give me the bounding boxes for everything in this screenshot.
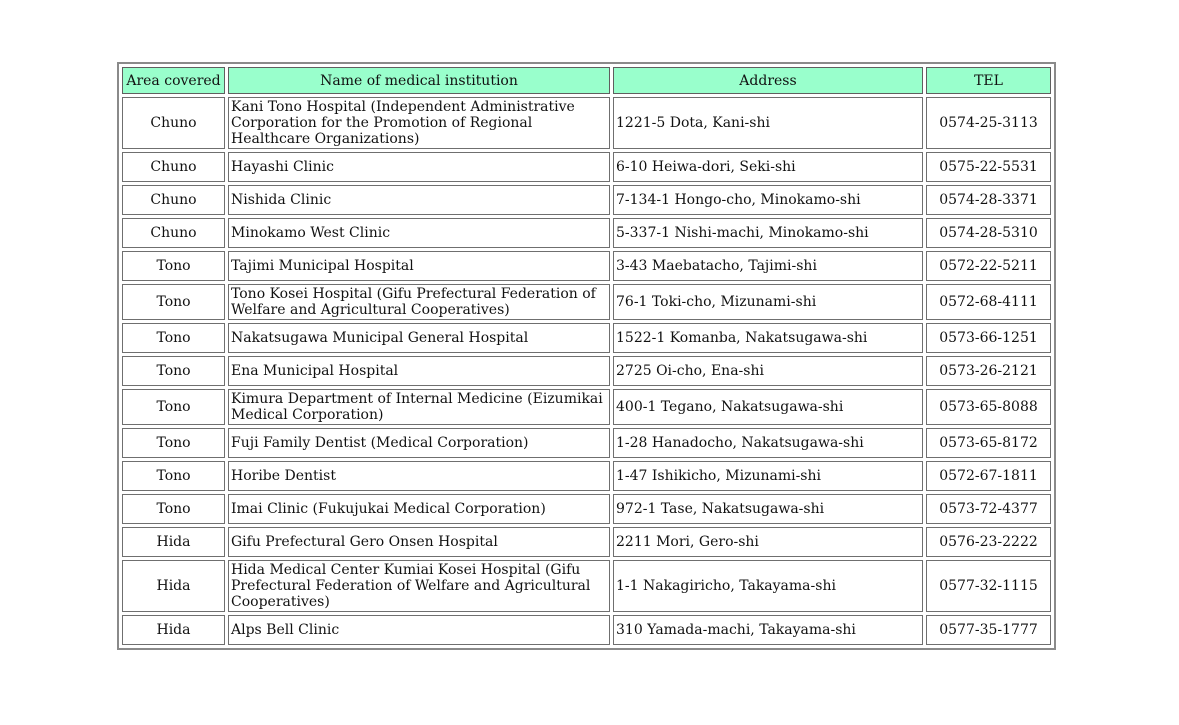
cell-area: Chuno: [122, 97, 225, 149]
table-row: [122, 323, 1051, 353]
table-row: [122, 560, 1051, 612]
table-row: [122, 185, 1051, 215]
table-row: [122, 389, 1051, 425]
table-row: [122, 428, 1051, 458]
medical-institutions-table: [117, 62, 1056, 650]
cell-area: Tono: [122, 494, 225, 524]
cell-tel: 0574-28-3371: [926, 185, 1051, 215]
cell-tel: 0572-68-4111: [926, 284, 1051, 320]
cell-tel: 0573-65-8088: [926, 389, 1051, 425]
cell-institution-name: Imai Clinic (Fukujukai Medical Corporation): [228, 494, 610, 524]
cell-area: Tono: [122, 323, 225, 353]
cell-institution-name: Ena Municipal Hospital: [228, 356, 610, 386]
cell-address: 400-1 Tegano, Nakatsugawa-shi: [613, 389, 923, 425]
cell-tel: 0575-22-5531: [926, 152, 1051, 182]
cell-tel: 0573-72-4377: [926, 494, 1051, 524]
cell-tel: 0577-35-1777: [926, 615, 1051, 645]
cell-address: 1522-1 Komanba, Nakatsugawa-shi: [613, 323, 923, 353]
cell-institution-name: Horibe Dentist: [228, 461, 610, 491]
cell-institution-name: Minokamo West Clinic: [228, 218, 610, 248]
cell-address: 1-1 Nakagiricho, Takayama-shi: [613, 560, 923, 612]
cell-institution-name: Fuji Family Dentist (Medical Corporation): [228, 428, 610, 458]
cell-area: Tono: [122, 356, 225, 386]
cell-address: 2725 Oi-cho, Ena-shi: [613, 356, 923, 386]
cell-address: 76-1 Toki-cho, Mizunami-shi: [613, 284, 923, 320]
table-row: [122, 461, 1051, 491]
cell-tel: 0572-67-1811: [926, 461, 1051, 491]
cell-tel: 0573-65-8172: [926, 428, 1051, 458]
cell-area: Tono: [122, 461, 225, 491]
cell-institution-name: Gifu Prefectural Gero Onsen Hospital: [228, 527, 610, 557]
header-institution-name: Name of medical institution: [228, 67, 610, 94]
cell-institution-name: Nakatsugawa Municipal General Hospital: [228, 323, 610, 353]
cell-area: Hida: [122, 615, 225, 645]
cell-address: 2211 Mori, Gero-shi: [613, 527, 923, 557]
cell-tel: 0576-23-2222: [926, 527, 1051, 557]
table-row: [122, 152, 1051, 182]
cell-area: Chuno: [122, 152, 225, 182]
cell-address: 1221-5 Dota, Kani-shi: [613, 97, 923, 149]
table-row: [122, 494, 1051, 524]
cell-area: Tono: [122, 284, 225, 320]
cell-address: 1-28 Hanadocho, Nakatsugawa-shi: [613, 428, 923, 458]
table-row: [122, 527, 1051, 557]
table-row: [122, 251, 1051, 281]
cell-institution-name: Hayashi Clinic: [228, 152, 610, 182]
cell-address: 1-47 Ishikicho, Mizunami-shi: [613, 461, 923, 491]
table-row: [122, 284, 1051, 320]
cell-address: 7-134-1 Hongo-cho, Minokamo-shi: [613, 185, 923, 215]
cell-address: 5-337-1 Nishi-machi, Minokamo-shi: [613, 218, 923, 248]
cell-area: Hida: [122, 560, 225, 612]
cell-institution-name: Hida Medical Center Kumiai Kosei Hospital (Gifu Prefectural Federation of Welfare and Agricultural Cooperatives): [228, 560, 610, 612]
cell-tel: 0574-28-5310: [926, 218, 1051, 248]
cell-area: Tono: [122, 428, 225, 458]
cell-address: 972-1 Tase, Nakatsugawa-shi: [613, 494, 923, 524]
table-row: [122, 615, 1051, 645]
cell-area: Chuno: [122, 185, 225, 215]
table-row: [122, 97, 1051, 149]
cell-address: 310 Yamada-machi, Takayama-shi: [613, 615, 923, 645]
cell-institution-name: Nishida Clinic: [228, 185, 610, 215]
table-row: [122, 218, 1051, 248]
cell-tel: 0574-25-3113: [926, 97, 1051, 149]
cell-tel: 0573-66-1251: [926, 323, 1051, 353]
cell-address: 3-43 Maebatacho, Tajimi-shi: [613, 251, 923, 281]
cell-institution-name: Alps Bell Clinic: [228, 615, 610, 645]
cell-tel: 0572-22-5211: [926, 251, 1051, 281]
table-row: [122, 356, 1051, 386]
header-row: [122, 67, 1051, 94]
cell-area: Tono: [122, 389, 225, 425]
cell-institution-name: Tajimi Municipal Hospital: [228, 251, 610, 281]
cell-tel: 0577-32-1115: [926, 560, 1051, 612]
header-tel: TEL: [926, 67, 1051, 94]
cell-institution-name: Kimura Department of Internal Medicine (Eizumikai Medical Corporation): [228, 389, 610, 425]
cell-institution-name: Kani Tono Hospital (Independent Administrative Corporation for the Promotion of Regional Healthcare Organizations): [228, 97, 610, 149]
header-area-covered: Area covered: [122, 67, 225, 94]
cell-area: Tono: [122, 251, 225, 281]
cell-area: Chuno: [122, 218, 225, 248]
cell-address: 6-10 Heiwa-dori, Seki-shi: [613, 152, 923, 182]
cell-institution-name: Tono Kosei Hospital (Gifu Prefectural Federation of Welfare and Agricultural Cooperatives): [228, 284, 610, 320]
cell-area: Hida: [122, 527, 225, 557]
cell-tel: 0573-26-2121: [926, 356, 1051, 386]
header-address: Address: [613, 67, 923, 94]
